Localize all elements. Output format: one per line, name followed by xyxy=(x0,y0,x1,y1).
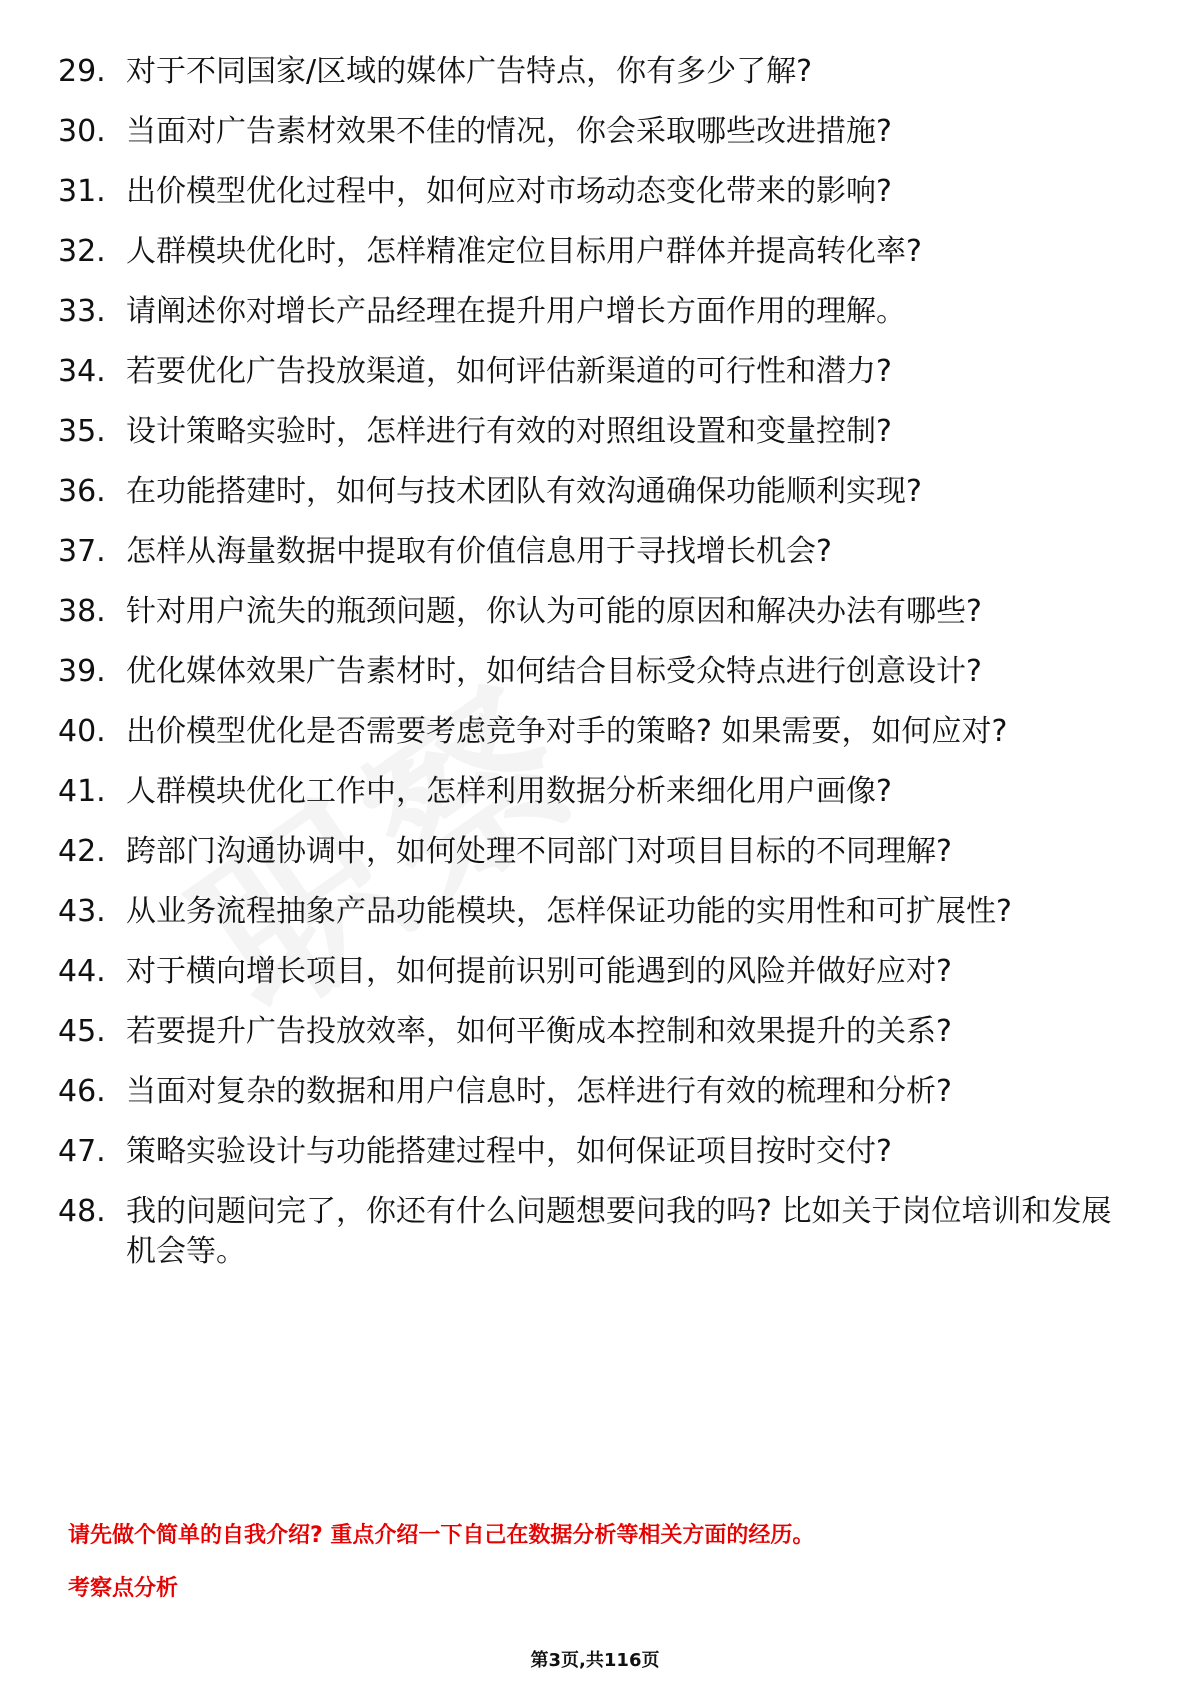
question-item xyxy=(0,832,1190,872)
question-number: 36. xyxy=(58,474,106,509)
question-number: 48. xyxy=(58,1194,106,1229)
question-text: 人群模块优化时，怎样精准定位目标用户群体并提高转化率? xyxy=(126,234,922,269)
question-number: 32. xyxy=(58,234,106,269)
question-number: 40. xyxy=(58,714,106,749)
question-item xyxy=(0,112,1190,152)
question-text: 对于不同国家/区域的媒体广告特点，你有多少了解? xyxy=(126,54,813,89)
question-item xyxy=(0,652,1190,692)
question-text: 若要提升广告投放效率，如何平衡成本控制和效果提升的关系? xyxy=(126,1014,952,1049)
question-text: 针对用户流失的瓶颈问题，你认为可能的原因和解决办法有哪些? xyxy=(126,594,982,629)
question-number: 44. xyxy=(58,954,106,989)
question-text: 人群模块优化工作中，怎样利用数据分析来细化用户画像? xyxy=(126,774,892,809)
question-item xyxy=(0,532,1190,572)
question-item xyxy=(0,592,1190,632)
question-item xyxy=(0,292,1190,332)
question-item xyxy=(0,892,1190,932)
question-number: 34. xyxy=(58,354,106,389)
question-item xyxy=(0,1132,1190,1172)
question-text: 出价模型优化是否需要考虑竞争对手的策略? 如果需要，如何应对? xyxy=(126,714,1008,749)
question-text: 设计策略实验时，怎样进行有效的对照组设置和变量控制? xyxy=(126,414,892,449)
question-item xyxy=(0,472,1190,512)
question-text: 当面对广告素材效果不佳的情况，你会采取哪些改进措施? xyxy=(126,114,892,149)
question-number: 43. xyxy=(58,894,106,929)
question-number: 47. xyxy=(58,1134,106,1169)
question-text: 出价模型优化过程中，如何应对市场动态变化带来的影响? xyxy=(126,174,892,209)
question-number: 41. xyxy=(58,774,106,809)
question-text: 跨部门沟通协调中，如何处理不同部门对项目目标的不同理解? xyxy=(126,834,952,869)
question-number: 33. xyxy=(58,294,106,329)
question-item xyxy=(0,232,1190,272)
question-number: 46. xyxy=(58,1074,106,1109)
question-item xyxy=(0,352,1190,392)
question-number: 35. xyxy=(58,414,106,449)
question-text: 对于横向增长项目，如何提前识别可能遇到的风险并做好应对? xyxy=(126,954,952,989)
question-text: 请阐述你对增长产品经理在提升用户增长方面作用的理解。 xyxy=(126,294,906,329)
question-item xyxy=(0,412,1190,452)
question-text: 怎样从海量数据中提取有价值信息用于寻找增长机会? xyxy=(126,534,832,569)
page-footer: 第3页,共116页 xyxy=(530,1650,660,1671)
question-item xyxy=(0,712,1190,752)
question-text: 策略实验设计与功能搭建过程中，如何保证项目按时交付? xyxy=(126,1134,892,1169)
question-text: 若要优化广告投放渠道，如何评估新渠道的可行性和潜力? xyxy=(126,354,892,389)
question-number: 29. xyxy=(58,54,106,89)
question-number: 37. xyxy=(58,534,106,569)
question-number: 39. xyxy=(58,654,106,689)
question-item xyxy=(0,172,1190,212)
question-text: 在功能搭建时，如何与技术团队有效沟通确保功能顺利实现? xyxy=(126,474,922,509)
question-number: 31. xyxy=(58,174,106,209)
question-text: 优化媒体效果广告素材时，如何结合目标受众特点进行创意设计? xyxy=(126,654,982,689)
question-list xyxy=(0,52,1190,1292)
question-item xyxy=(0,1192,1190,1272)
question-text: 我的问题问完了，你还有什么问题想要问我的吗? 比如关于岗位培训和发展机会等。 xyxy=(126,1194,1112,1269)
question-item xyxy=(0,1012,1190,1052)
question-item xyxy=(0,772,1190,812)
question-number: 30. xyxy=(58,114,106,149)
question-text: 从业务流程抽象产品功能模块，怎样保证功能的实用性和可扩展性? xyxy=(126,894,1012,929)
question-text: 当面对复杂的数据和用户信息时，怎样进行有效的梳理和分析? xyxy=(126,1074,952,1109)
question-number: 38. xyxy=(58,594,106,629)
question-item xyxy=(0,952,1190,992)
question-item xyxy=(0,52,1190,92)
analysis-heading: 考察点分析 xyxy=(68,1576,179,1601)
question-number: 45. xyxy=(58,1014,106,1049)
intro-question: 请先做个简单的自我介绍? 重点介绍一下自己在数据分析等相关方面的经历。 xyxy=(68,1523,815,1548)
question-number: 42. xyxy=(58,834,106,869)
question-item xyxy=(0,1072,1190,1112)
